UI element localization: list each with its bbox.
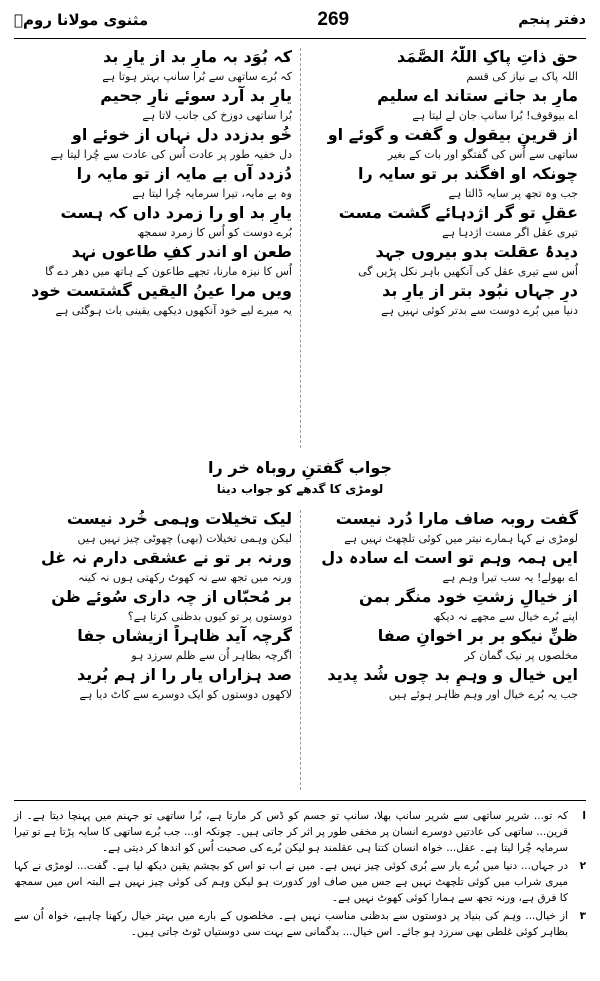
verse-translation: کہ بُرے ساتھی سے بُرا سانپ بہتر ہوتا ہے [102,70,292,83]
column-divider-top [300,48,301,448]
verse-line: از خیالِ زشتِ خود منگر بمن [359,587,578,606]
verse-line: یارِ بد او را زمرد داں کہ ہست [60,203,292,222]
footnote [14,858,586,906]
verse-line: عقلِ تو گر اژدہائے گشت مست [338,203,578,222]
verse-line: دیدۂ عقلت بدو بیروں جہد [375,242,578,261]
verse-line: بر مُحبّاں از چہ داری سُوئے ظن [51,587,292,606]
verse-translation: اپنے بُرے خیال سے مجھے نہ دیکھ [433,610,578,623]
verse-line: خُو بدزدد دل نہاں از خوئے او [71,125,292,144]
volume-title: دفتر پنجم [518,12,586,28]
verse-translation: لیکن وہمی تخیلات (بھی) چھوٹی چیز نہیں ہیں [77,532,292,545]
footnote [14,808,586,856]
verse-translation: جب وہ تجھ پر سایہ ڈالتا ہے [448,187,578,200]
verse-translation: بُرے دوست کو اُس کا زمرد سمجھ [137,226,292,239]
verse-translation: لومڑی نے کہا ہمارے نیتر میں کوئی تلچھٹ نہیں ہے [344,532,578,545]
footnote [14,908,586,940]
verse-line: از قرینِ بیقول و گفت و گوئے او [327,125,578,144]
verses-bottom-left-column [22,508,292,703]
page-number: 269 [317,9,350,30]
verse-translation: اے بھولے! یہ سب تیرا وہم ہے [442,571,578,584]
section-heading: جواب گفتنِ روباہ خر را [208,458,392,477]
footnote-text: از خیال... وہم کی بنیاد پر دوستوں سے بدظنی مناسب نہیں ہے۔ مخلصوں کے بارے میں بہتر خیال رکھنا چاہیے، خواہ اُن سے بظاہر کوئی غلطی بھی سرزد ہو جائے۔ اس خیال... بدگمانی سے بہت سی دوستیاں ٹوٹ جاتی ہیں۔ [14,910,568,938]
verse-line: دُزدد آں بے مایہ از تو مایہ را [76,164,292,183]
verse-line: درِ جہاں نبُود بتر از یارِ بد [382,281,578,300]
verse-line: یارِ بد آرد سوئے نارِ جحیم [100,86,292,105]
footnote-number: ا [582,810,586,822]
verse-line: طعن او اندر کفِ طاعوں نہد [71,242,292,261]
verse-translation: دوستوں پر تو کیوں بدظنی کرتا ہے؟ [127,610,292,623]
verse-translation: لاکھوں دوستوں کو ایک دوسرے سے کاٹ دیا ہے [79,688,292,701]
verse-line: ویں مرا عینُ الیقیں گشتست خود [31,281,292,300]
verse-translation: یہ میرے لیے خود آنکھوں دیکھی یقینی بات ہوگئی ہے [55,304,292,317]
footnote-number: ۲ [579,860,586,872]
footnotes [14,808,586,942]
footnote-number: ۳ [579,910,586,922]
header-rule [14,38,586,39]
verse-translation: دل خفیہ طور پر عادت اُس کی عادت سے چُرا لیتا ہے [50,148,292,161]
verse-line: صد ہزاراں یار را از ہم بُرید [76,665,292,684]
verses-top-left-column [22,46,292,319]
verse-translation: اللہ پاک بے نیاز کی قسم [466,70,578,83]
book-title: مثنوی مولانا رومؒ [14,11,149,29]
page-header [14,6,586,34]
column-divider-bottom [300,510,301,790]
verse-line: کہ بُوَد بہ مارِ بد از یارِ بد [103,47,292,66]
verse-translation: ساتھی سے اُس کی گفتگو اور بات کے بغیر [387,148,578,161]
verse-translation: مخلصوں پر نیک گمان کر [464,649,578,662]
verse-translation: اُس کا نیزہ مارنا، تجھے طاعون کے ہاتھ میں دھر دے گا [45,265,292,278]
verse-translation: دنیا میں بُرے دوست سے بدتر کوئی نہیں ہے [381,304,578,317]
verse-translation: اُس سے تیری عقل کی آنکھیں باہر نکل پڑیں گی [358,265,578,278]
verse-translation: جب یہ بُرے خیال اور وہم ظاہر ہوئے ہیں [388,688,578,701]
footnote-rule [14,800,586,801]
footnote-text: کہ تو... شریر ساتھی سے شریر سانپ بھلا، سانپ تو جسم کو ڈس کر مارتا ہے، بُرا ساتھی تو جہنم میں پہنچا دیتا ہے۔ از قرین... ساتھی کی عادتیں دوسرے انسان پر مخفی طور پر اثر کر جاتی ہیں۔ چونکہ او... جب بُرے ساتھی کا سایہ پڑتا ہے تو تیرا سرمایہ چُرا لیتا ہے۔ عقل... خواہ انسان کتنا ہی عقلمند ہو لیکن بُرے کی صحبت اُس کو اندھا کر دیتی ہے۔ [14,810,568,854]
verse-line: ظنِّ نیکو بر بر اخوانِ صفا [377,626,578,645]
verse-line: لیک تخیلات وہمی خُرد نیست [66,509,292,528]
section-subheading: لومڑی کا گدھے کو جواب دینا [216,482,384,496]
verse-line: ورنہ بر تو نے عشقی دارم نہ غل [40,548,292,567]
verses-bottom-right-column [308,508,578,703]
verse-line: مارِ بد جانے ستاند اے سلیم [377,86,578,105]
verse-line: چونکہ او افگند بر تو سایہ را [358,164,578,183]
verse-translation: بُرا ساتھی دوزخ کی جانب لاتا ہے [142,109,292,122]
footnote-text: در جہاں... دنیا میں بُرے یار سے بُری کوئی چیز نہیں ہے۔ میں نے اب تو اس کو بچشم یقین دیکھ لیا ہے۔ گفت... لومڑی نے کہا میری شراب میں کوئی تلچھٹ نہیں ہے جس میں صاف اور کدورت ہو لیکن وہم کی کوئی چیز نہیں ہے البتہ اس میں سمجھ کا فرق ہے، ورنہ تجھ سے ہمارا کوئی کھوٹ نہیں ہے۔ [14,860,568,904]
verse-line: گرچہ آید ظاہراً ازیشاں جفا [77,626,292,645]
verse-line: ایں ہمہ وہم تو است اے سادہ دل [321,548,578,567]
verse-translation: تیری عقل اگر مست اژدہا ہے [442,226,578,239]
verse-translation: وہ بے مایہ، تیرا سرمایہ چُرا لیتا ہے [132,187,292,200]
verse-translation: اگرچہ بظاہر اُن سے ظلم سرزد ہو [131,649,292,662]
verse-line: حق ذاتِ پاکِ اللّٰہُ الصَّمَد [396,47,578,66]
verse-line: ایں خیال و وہمِ بد چوں شُد پدید [327,665,578,684]
verse-line: گفت روبہ صاف مارا دُرد نیست [335,509,578,528]
verse-translation: اے بیوقوف! بُرا سانپ جان لے لیتا ہے [412,109,578,122]
verse-translation: ورنہ میں تجھ سے نہ کھوٹ رکھتی ہوں نہ کینہ [78,571,292,584]
verses-top-right-column [308,46,578,319]
